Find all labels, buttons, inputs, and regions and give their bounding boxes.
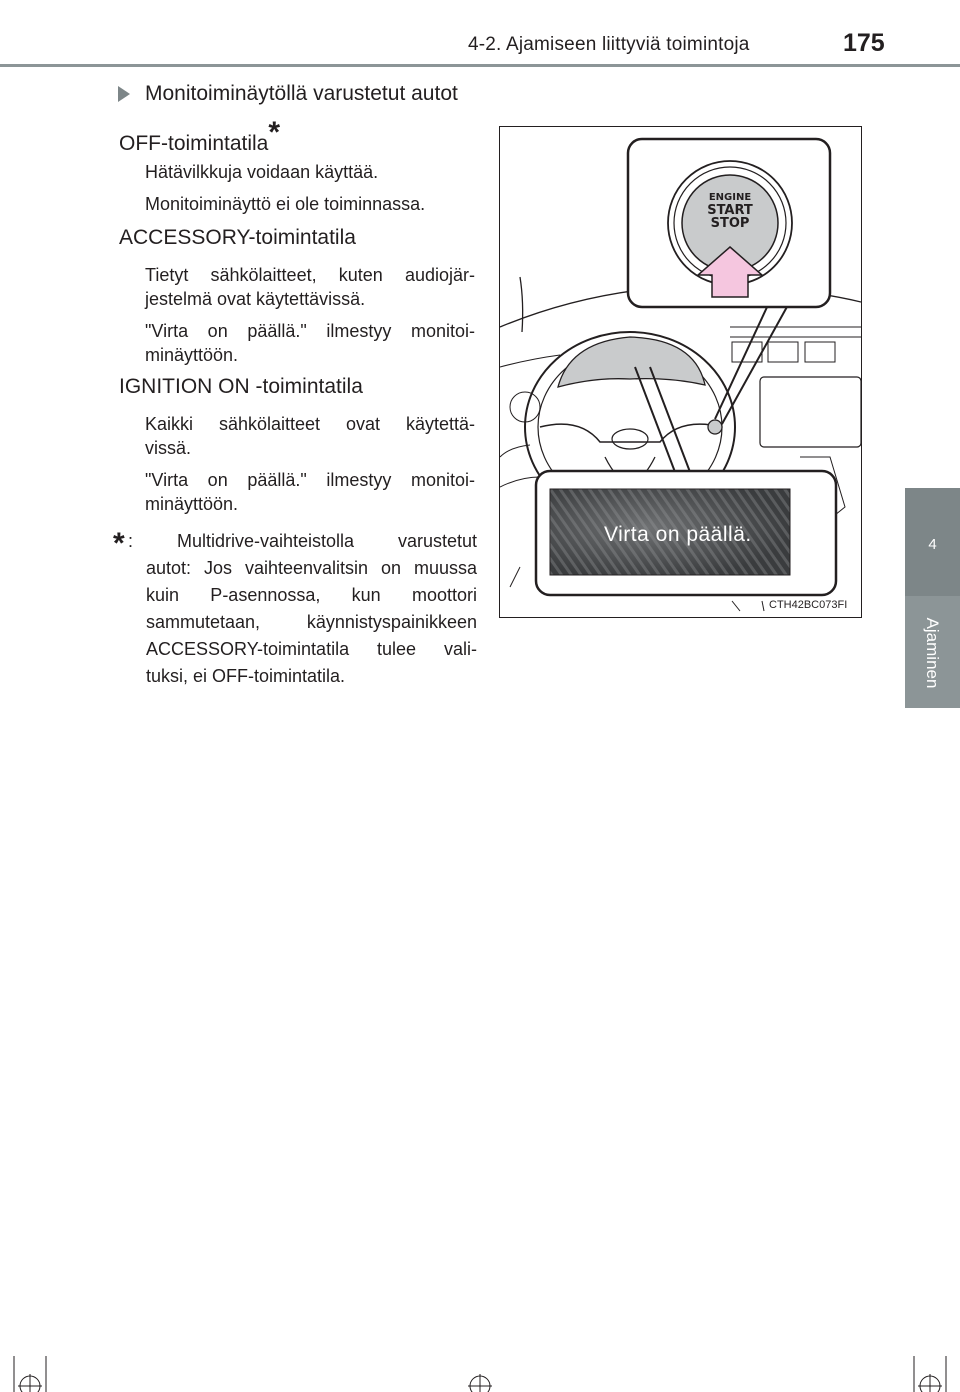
running-header: 4-2. Ajamiseen liittyviä toimintoja: [468, 34, 750, 55]
footnote-line-1: : Multidrive-vaihteistolla varustetut: [128, 531, 477, 551]
page-number: 175: [843, 29, 885, 57]
accessory-p1-line-1: Tietyt sähkölaitteet, kuten audiojär-: [145, 265, 475, 285]
footnote-line-5: ACCESSORY-toimintatila tulee vali-: [146, 639, 477, 659]
display-message: Virta on päällä.: [604, 523, 752, 546]
start-label: START: [707, 203, 753, 218]
dashboard-illustration: [499, 126, 862, 618]
accessory-p2-line-1: "Virta on päällä." ilmestyy monitoi-: [145, 321, 475, 341]
engine-start-stop-label: [699, 191, 761, 230]
chapter-title: Ajaminen: [923, 617, 942, 689]
figure-code: CTH42BC073FI: [769, 599, 848, 611]
registration-marks: [0, 1356, 960, 1392]
accessory-p1-line-2: jestelmä ovat käytettävissä.: [145, 289, 366, 309]
section-heading: Monitoiminäytöllä varustetut autot: [145, 82, 458, 105]
mode-title-ignition: IGNITION ON -toimintatila: [119, 375, 363, 398]
accessory-p2-line-2: minäyttöön.: [145, 345, 239, 365]
chapter-tab: [905, 488, 960, 708]
footnote-line-6: tuksi, ei OFF-toimintatila.: [146, 666, 346, 686]
ignition-p2-line-1: "Virta on päällä." ilmestyy monitoi-: [145, 470, 475, 490]
off-line-1: Hätävilkkuja voidaan käyttää.: [145, 162, 379, 182]
footnote-line-2: autot: Jos vaihteenvalitsin on muussa: [146, 558, 477, 578]
ignition-p1-line-2: vissä.: [145, 438, 192, 458]
mode-title-accessory: ACCESSORY-toimintatila: [119, 226, 356, 249]
footnote-line-3: kuin P-asennossa, kun moottori: [146, 585, 477, 605]
off-line-2: Monitoiminäyttö ei ole toiminnassa.: [145, 194, 426, 214]
triangle-bullet-icon: [118, 86, 130, 102]
footnote-star-icon: *: [268, 116, 281, 149]
footnote-marker: *: [113, 527, 125, 560]
chapter-tab-number-box: [905, 488, 960, 596]
mode-title-off: [119, 116, 281, 158]
header-rule: [0, 64, 960, 67]
mode-title-off-text: OFF-toimintatila: [119, 132, 269, 155]
footnote-line-4: sammutetaan, käynnistyspainikkeen: [146, 612, 477, 632]
ignition-p2-line-2: minäyttöön.: [145, 494, 239, 514]
stop-label: STOP: [710, 216, 750, 231]
engine-label: ENGINE: [708, 192, 752, 203]
chapter-number: 4: [928, 536, 937, 553]
ignition-p1-line-1: Kaikki sähkölaitteet ovat käytettä-: [145, 414, 475, 434]
